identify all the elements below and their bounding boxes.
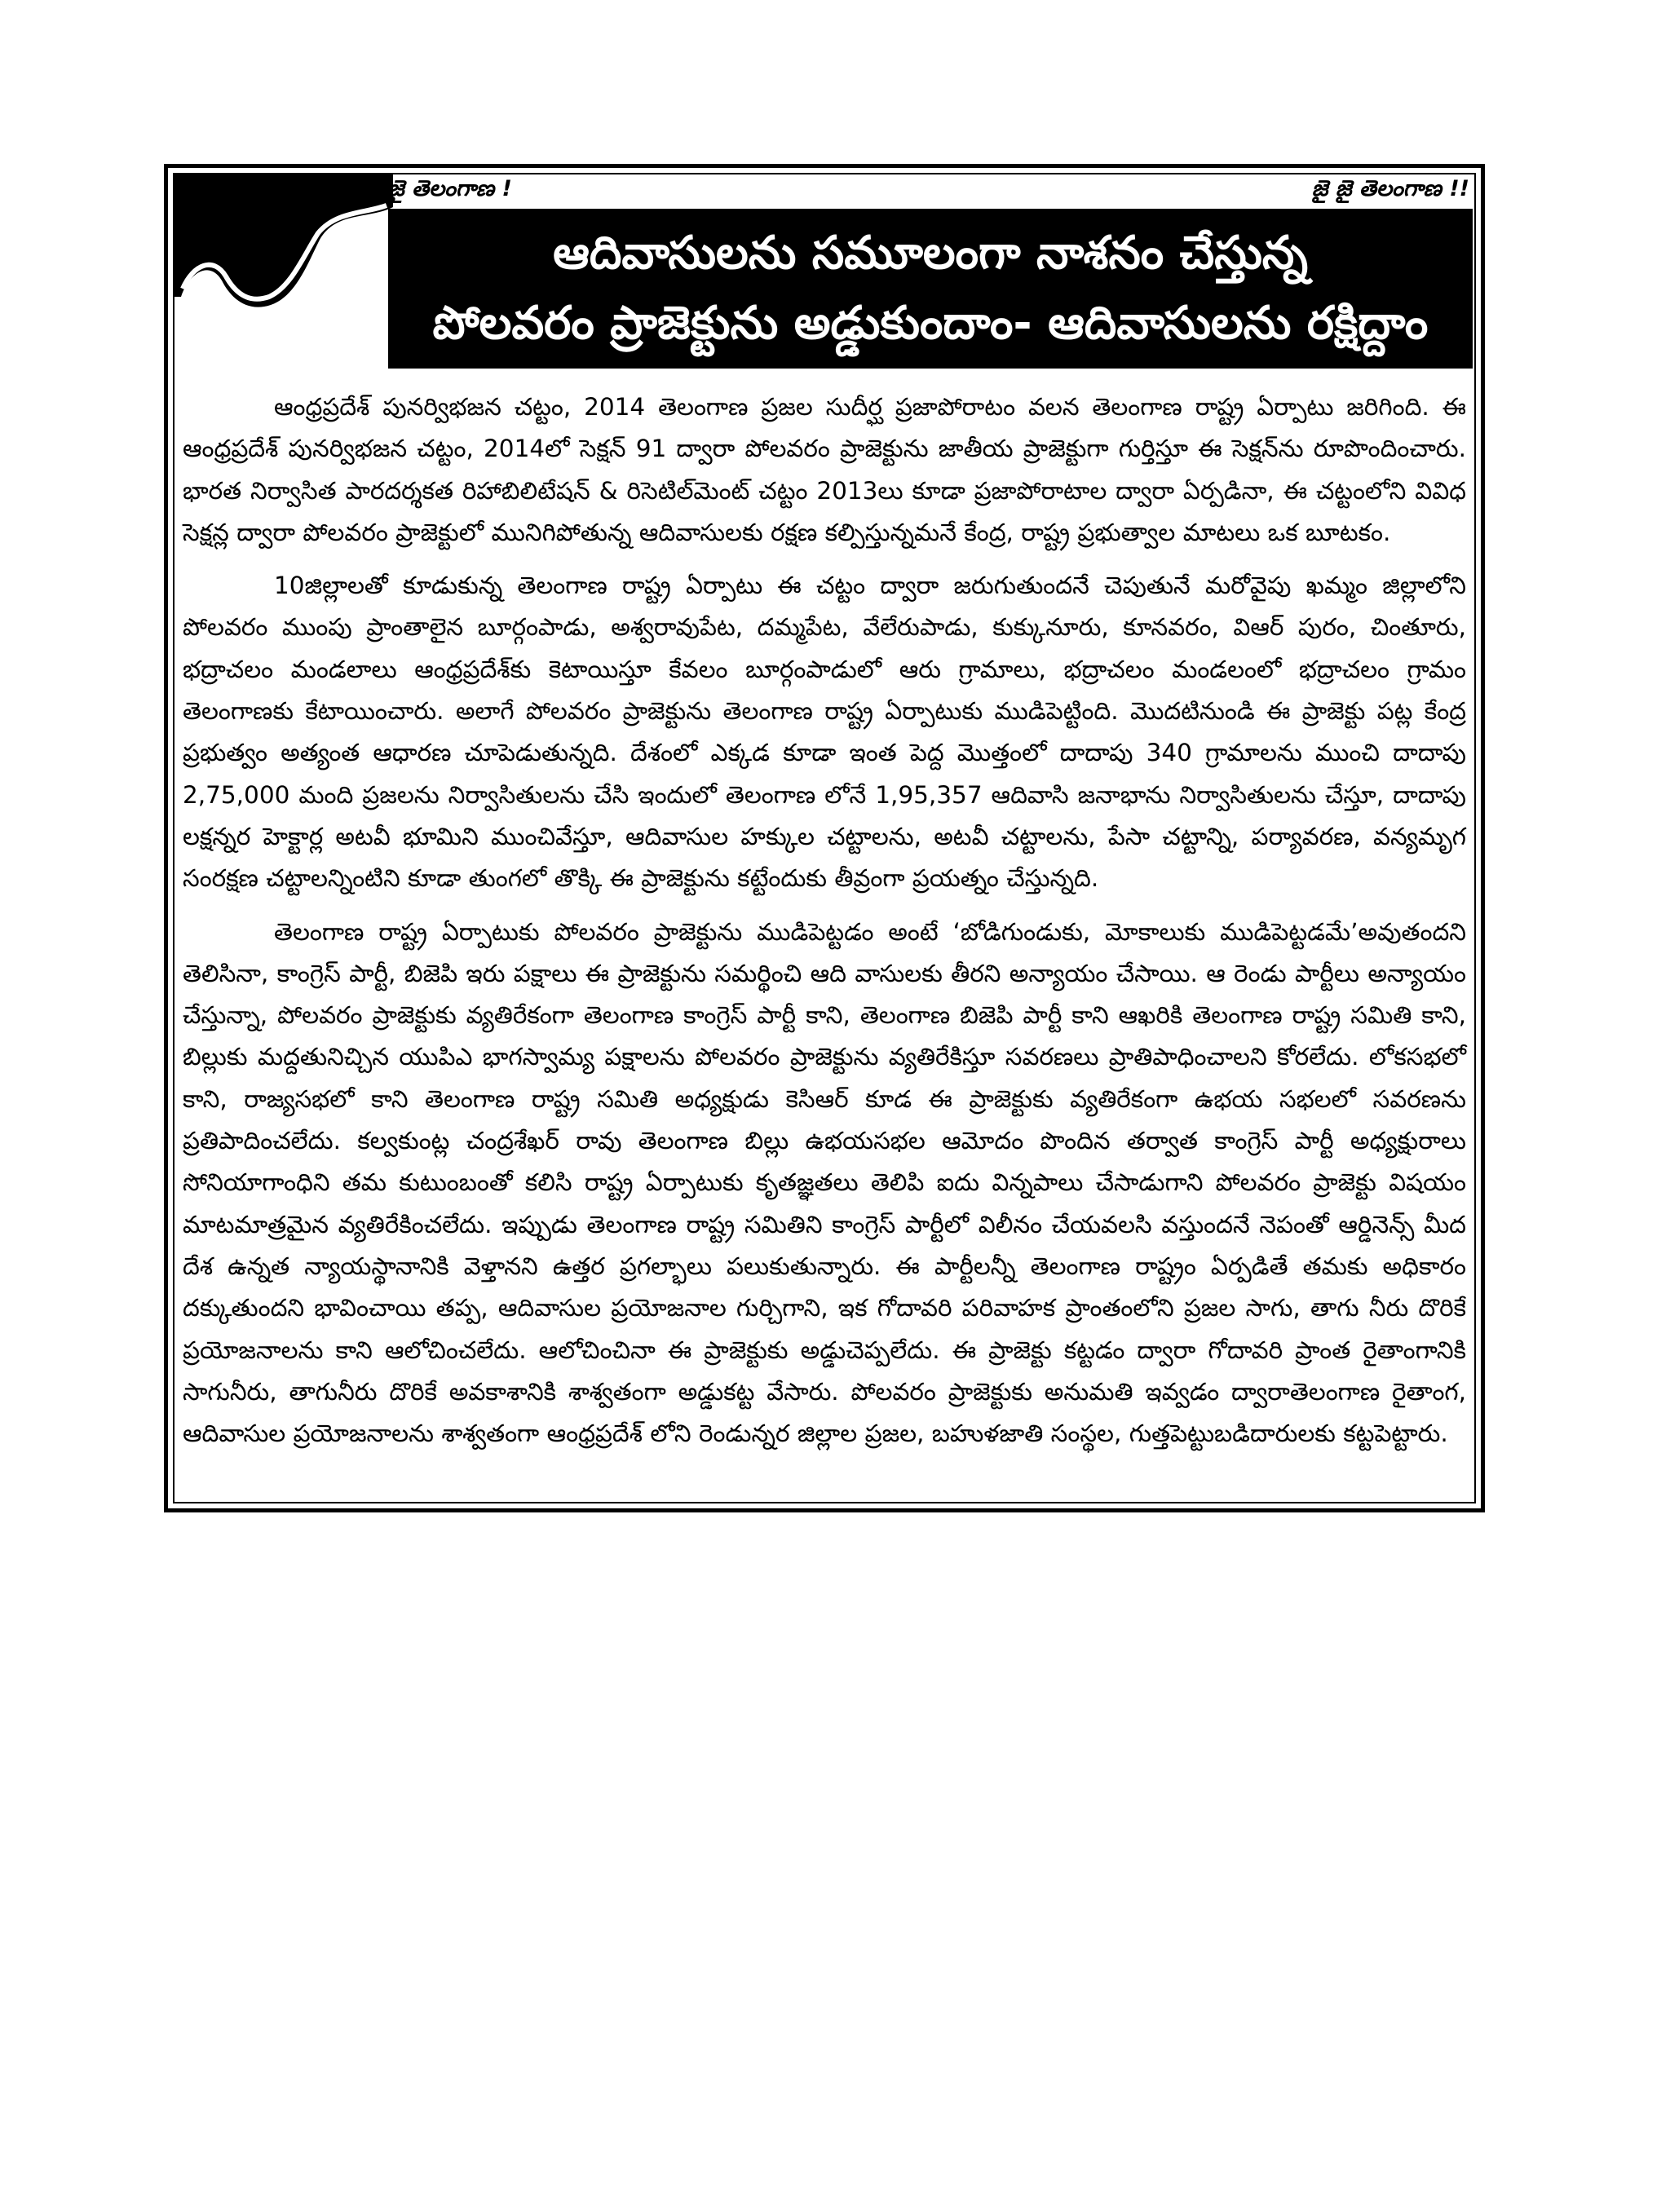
slogan-left: జై తెలంగాణ ! <box>388 176 512 201</box>
slogan-right: జై జై తెలంగాణ !! <box>1311 176 1469 201</box>
paragraph-1: ఆంధ్రప్రదేశ్ పునర్విభజన చట్టం, 2014 తెలంగాణ ప్రజల సుదీర్ఘ ప్రజాపోరాటం వలన తెలంగాణ రాష్ట్ర ఏర్పాటు జరిగింది. ఈ ఆంధ్రప్రదేశ్ పునర్విభజన చట్టం, 2014లో సెక్షన్ 91 ద్వారా పోలవరం ప్రాజెక్టును జాతీయ ప్రాజెక్టుగా గుర్తిస్తూ ఈ సెక్షన్‌ను రూపొందించారు. భారత నిర్వాసిత పారదర్శకత రిహాబిలిటేషన్ & రిసెటిల్‌మెంట్ చట్టం 2013లు కూడా ప్రజాపోరాటాల ద్వారా ఏర్పడినా, ఈ చట్టంలోని వివిధ సెక్షన్ల ద్వారా పోలవరం ప్రాజెక్టులో మునిగిపోతున్న ఆదివాసులకు రక్షణ కల్పిస్తున్నమనే కేంద్ర, రాష్ట్ర ప్రభుత్వాల మాటలు ఒక బూటకం. <box>183 393 1466 546</box>
title-banner <box>388 209 1473 369</box>
swoosh-logo <box>173 174 393 321</box>
paragraph-3: తెలంగాణ రాష్ట్ర ఏర్పాటుకు పోలవరం ప్రాజెక్టును ముడిపెట్టడం అంటే ‘బోడిగుండుకు, మోకాలుకు ముడిపెట్టడమే’అవుతందని తెలిసినా, కాంగ్రెస్ పార్టీ, బిజెపి ఇరు పక్షాలు ఈ ప్రాజెక్టును సమర్థించి ఆది వాసులకు తీరని అన్యాయం చేసాయి. ఆ రెండు పార్టీలు అన్యాయం చేస్తున్నా, పోలవరం ప్రాజెక్టుకు వ్యతిరేకంగా తెలంగాణ కాంగ్రెస్ పార్టీ కాని, తెలంగాణ బిజెపి పార్టీ కాని ఆఖరికి తెలంగాణ రాష్ట్ర సమితి కాని, బిల్లుకు మద్దతునిచ్చిన యుపిఎ భాగస్వామ్య పక్షాలను పోలవరం ప్రాజెక్టును వ్యతిరేకిస్తూ సవరణలు ప్రాతిపాధించాలని కోరలేదు. లోకసభలో కాని, రాజ్యసభలో కాని తెలంగాణ రాష్ట్ర సమితి అధ్యక్షుడు కెసిఆర్ కూడ ఈ ప్రాజెక్టుకు వ్యతిరేకంగా ఉభయ సభలలో సవరణను ప్రతిపాదించలేదు. కల్వకుంట్ల చంద్రశేఖర్ రావు తెలంగాణ బిల్లు ఉభయసభల ఆమోదం పొందిన తర్వాత కాంగ్రెస్ పార్టీ అధ్యక్షురాలు సోనియాగాంధిని తమ కుటుంబంతో కలిసి రాష్ట్ర ఏర్పాటుకు కృతజ్ఞతలు తెలిపి ఐదు విన్నపాలు చేసాడుగాని పోలవరం ప్రాజెక్టు విషయం మాటమాత్రమైన వ్యతిరేకించలేదు. ఇప్పుడు తెలంగాణ రాష్ట్ర సమితిని కాంగ్రెస్ పార్టీలో విలీనం చేయవలసి వస్తుందనే నెపంతో ఆర్డినెన్స్ మీద దేశ ఉన్నత న్యాయస్థానానికి వెళ్తానని ఉత్తర ప్రగల్భాలు పలుకుతున్నారు. ఈ పార్టీలన్నీ తెలంగాణ రాష్ట్రం ఏర్పడితే తమకు అధికారం దక్కుతుందని భావించాయి తప్ప, ఆదివాసుల ప్రయోజనాల గుర్చిగాని, ఇక గోదావరి పరివాహక ప్రాంతంలోని ప్రజల సాగు, తాగు నీరు దొరికే ప్రయోజనాలను కాని ఆలోచించలేదు. ఆలోచించినా ఈ ప్రాజెక్టుకు అడ్డుచెప్పలేదు. ఈ ప్రాజెక్టు కట్టడం ద్వారా గోదావరి ప్రాంత రైతాంగానికి సాగునీరు, తాగునీరు దొరికే అవకాశానికి శాశ్వతంగా అడ్డుకట్ట వేసారు. పోలవరం ప్రాజెక్టుకు అనుమతి ఇవ్వడం ద్వారాతెలంగాణ రైతాంగ, ఆదివాసుల ప్రయోజనాలను శాశ్వతంగా ఆంధ్రప్రదేశ్ లోని రెండున్నర జిల్లాల ప్రజల, బహుళజాతి సంస్థల, గుత్తపెట్టుబడిదారులకు కట్టపెట్టారు. <box>183 917 1466 1448</box>
title-line-1: ఆదివాసులను సమూలంగా నాశనం చేస్తున్న <box>553 227 1308 280</box>
title-line-2: పోలవరం ప్రాజెక్టును అడ్డుకుందాం- ఆదివాసులను రక్షిద్దాం <box>432 297 1429 350</box>
article-body <box>183 386 1466 1466</box>
paragraph-2: 10జిల్లాలతో కూడుకున్న తెలంగాణ రాష్ట్ర ఏర్పాటు ఈ చట్టం ద్వారా జరుగుతుందనే చెపుతునే మరోవైపు ఖమ్మం జిల్లాలోని పోలవరం ముంపు ప్రాంతాలైన బూర్గంపాడు, అశ్వరావుపేట, దమ్మపేట, వేలేరుపాడు, కుక్కునూరు, కూనవరం, విఆర్ పురం, చింతూరు, భద్రాచలం మండలాలు ఆంధ్రప్రదేశ్‌కు కెటాయిస్తూ కేవలం బూర్గంపాడులో ఆరు గ్రామాలు, భద్రాచలం మండలంలో భద్రాచలం గ్రామం తెలంగాణకు కేటాయించారు. అలాగే పోలవరం ప్రాజెక్టును తెలంగాణ రాష్ట్ర ఏర్పాటుకు ముడిపెట్టింది. మొదటినుండి ఈ ప్రాజెక్టు పట్ల కేంద్ర ప్రభుత్వం అత్యంత ఆధారణ చూపెడుతున్నది. దేశంలో ఎక్కడ కూడా ఇంత పెద్ద మొత్తంలో దాదాపు 340 గ్రామాలను ముంచి దాదాపు 2,75,000 మంది ప్రజలను నిర్వాసితులను చేసి ఇందులో తెలంగాణ లోనే 1,95,357 ఆదివాసి జనాభాను నిర్వాసితులను చేస్తూ, దాదాపు లక్షన్నర హెక్టార్ల అటవీ భూమిని ముంచివేస్తూ, ఆదివాసుల హక్కుల చట్టాలను, అటవీ చట్టాలను, పేసా చట్టాన్ని, పర్యావరణ, వన్యమృగ సంరక్షణ చట్టాలన్నింటిని కూడా తుంగలో తొక్కి ఈ ప్రాజెక్టును కట్టేందుకు తీవ్రంగా ప్రయత్నం చేస్తున్నది. <box>183 572 1466 893</box>
